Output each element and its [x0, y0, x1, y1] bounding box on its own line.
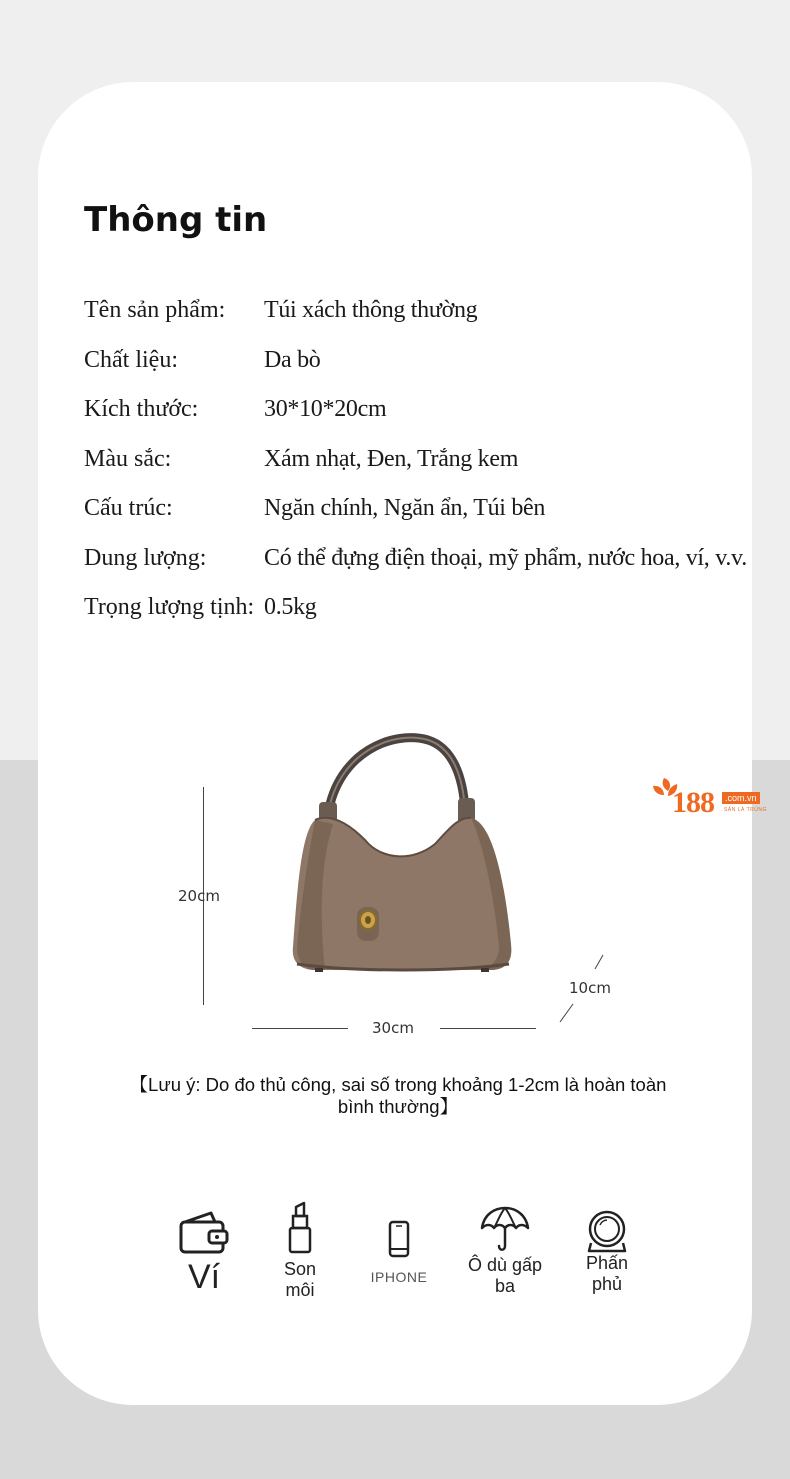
- item-powder-label: Phấn phủ: [585, 1253, 629, 1294]
- item-umbrella-label: Ô dù gấp ba: [467, 1255, 543, 1296]
- height-label: 20cm: [178, 887, 220, 905]
- item-powder: [578, 1210, 636, 1295]
- spec-row-color: [84, 446, 752, 496]
- spec-value: Da bò: [264, 346, 321, 373]
- item-lipstick-label: Son môi: [283, 1259, 317, 1300]
- spec-value: Túi xách thông thường: [264, 297, 478, 323]
- compact-powder-icon: [585, 1210, 629, 1254]
- width-dimension-line-right: [440, 1028, 536, 1029]
- item-phone-label: IPHONE: [370, 1269, 428, 1285]
- item-wallet: [174, 1210, 234, 1295]
- spec-value: 0.5kg: [264, 594, 317, 620]
- item-umbrella: [462, 1206, 548, 1297]
- brand-logo-tagline: SĂN LÀ TRÚNG: [724, 807, 767, 813]
- item-phone: [362, 1220, 436, 1288]
- spec-row-name: [84, 297, 752, 347]
- spec-row-capacity: [84, 545, 752, 595]
- item-lipstick: [274, 1202, 326, 1301]
- spec-label: Trọng lượng tịnh:: [84, 594, 255, 620]
- section-title: Thông tin: [84, 200, 268, 240]
- handbag-image: [253, 732, 553, 992]
- measurement-note: 【Lưu ý: Do đo thủ công, sai số trong khoảng 1-2cm là hoàn toàn bình thường】: [129, 1074, 667, 1117]
- spec-value: Ngăn chính, Ngăn ẩn, Túi bên: [264, 495, 546, 521]
- spec-label: Cấu trúc:: [84, 495, 173, 521]
- umbrella-icon: [479, 1206, 531, 1254]
- spec-label: Kích thước:: [84, 396, 199, 422]
- lipstick-icon: [287, 1202, 313, 1254]
- item-wallet-label: Ví: [187, 1258, 221, 1296]
- spec-label: Chất liệu:: [84, 346, 178, 373]
- phone-icon: [388, 1220, 410, 1258]
- brand-logo: [650, 774, 775, 831]
- width-label: 30cm: [372, 1019, 414, 1037]
- brand-logo-domain: .com.vn: [722, 792, 760, 804]
- spec-value: Có thể đựng điện thoại, mỹ phẩm, nước hoa, ví, v.v.: [264, 544, 747, 571]
- width-dimension-line-left: [252, 1028, 348, 1029]
- spec-list: [84, 297, 752, 644]
- spec-value: 30*10*20cm: [264, 396, 387, 422]
- spec-row-size: [84, 396, 752, 446]
- spec-row-material: [84, 347, 752, 397]
- spec-label: Tên sản phẩm:: [84, 297, 226, 323]
- wallet-icon: [177, 1210, 231, 1256]
- spec-label: Dung lượng:: [84, 544, 207, 571]
- spec-row-weight: [84, 594, 752, 644]
- info-card: [38, 82, 767, 1405]
- spec-label: Màu sắc:: [84, 445, 172, 472]
- spec-row-structure: [84, 495, 752, 545]
- spec-value: Xám nhạt, Đen, Trắng kem: [264, 445, 519, 472]
- brand-logo-number: 188: [672, 786, 714, 819]
- depth-label: 10cm: [569, 979, 611, 997]
